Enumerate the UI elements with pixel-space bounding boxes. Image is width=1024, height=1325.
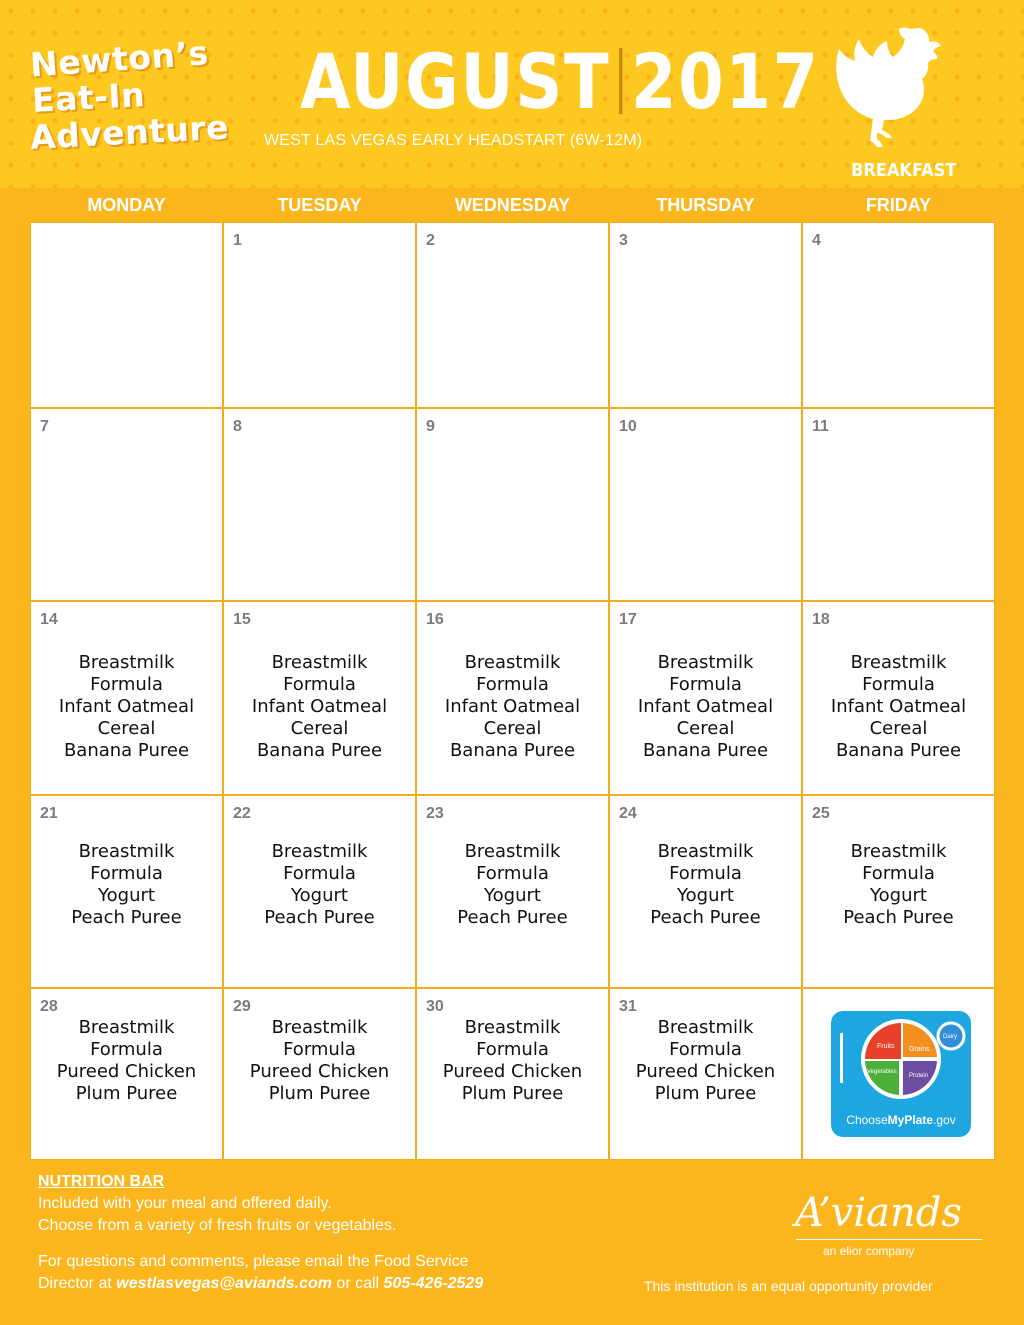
plate-label-grains: Grains xyxy=(909,1046,930,1053)
menu-item: Infant Oatmeal xyxy=(251,696,388,717)
menu-item: Formula xyxy=(90,863,163,884)
day-number: 1 xyxy=(233,232,242,249)
day-number: 28 xyxy=(40,998,58,1015)
fork-icon xyxy=(840,1033,843,1083)
menu-item: Cereal xyxy=(97,718,156,739)
menu-item: Breastmilk xyxy=(850,841,947,862)
menu-item: Infant Oatmeal xyxy=(830,696,967,717)
eat-in-adventure-logo xyxy=(28,33,230,157)
page-title xyxy=(300,36,820,126)
menu-item: Breastmilk xyxy=(464,652,561,673)
calendar-day-cell xyxy=(223,222,416,408)
myplate-site-label xyxy=(831,1113,971,1127)
menu-item: Formula xyxy=(862,863,935,884)
menu-list xyxy=(803,841,994,929)
brand-underline xyxy=(796,1239,982,1240)
calendar-day-cell xyxy=(416,988,609,1160)
menu-item: Formula xyxy=(669,863,742,884)
day-number: 7 xyxy=(40,418,49,435)
calendar-day-cell xyxy=(223,795,416,988)
weekday-monday: MONDAY xyxy=(87,195,166,215)
contact-mid: or call xyxy=(331,1275,384,1292)
menu-item: Formula xyxy=(283,1039,356,1060)
menu-item: Formula xyxy=(283,674,356,695)
day-number: 17 xyxy=(619,611,637,628)
menu-item: Breastmilk xyxy=(271,1017,368,1038)
nutrition-line-1: Included with your meal and offered daily. xyxy=(38,1195,332,1212)
rooster-icon xyxy=(832,24,950,156)
calendar-day-cell xyxy=(223,988,416,1160)
weekday-friday: FRIDAY xyxy=(865,195,932,215)
menu-item: Peach Puree xyxy=(71,907,182,928)
menu-item: Yogurt xyxy=(98,885,155,906)
menu-item: Infant Oatmeal xyxy=(58,696,195,717)
menu-item: Banana Puree xyxy=(449,740,576,761)
menu-item: Banana Puree xyxy=(63,740,190,761)
menu-item: Yogurt xyxy=(870,885,927,906)
menu-list xyxy=(610,652,801,762)
footer-info xyxy=(38,1171,483,1295)
menu-item: Breastmilk xyxy=(78,652,175,673)
calendar-day-cell xyxy=(802,601,995,795)
weekday-header-row xyxy=(30,188,995,222)
year-label: 2017 xyxy=(630,36,820,126)
day-number: 16 xyxy=(426,611,444,628)
plate-label-dairy: Dairy xyxy=(943,1034,958,1040)
menu-list xyxy=(224,1017,415,1105)
day-number: 10 xyxy=(619,418,637,435)
menu-item: Formula xyxy=(283,863,356,884)
day-number: 14 xyxy=(40,611,58,628)
menu-item: Formula xyxy=(476,863,549,884)
logo-line-1: Newton’s xyxy=(28,33,210,85)
menu-item: Yogurt xyxy=(484,885,541,906)
menu-list xyxy=(610,841,801,929)
logo-line-3: Adventure xyxy=(29,107,230,157)
menu-item: Formula xyxy=(669,674,742,695)
menu-item: Formula xyxy=(476,1039,549,1060)
day-number: 29 xyxy=(233,998,251,1015)
aviands-logo: A’viands xyxy=(795,1190,962,1236)
logo-line-2: Eat-In xyxy=(31,75,147,120)
calendar-day-cell xyxy=(802,795,995,988)
menu-item: Peach Puree xyxy=(843,907,954,928)
menu-item: Plum Puree xyxy=(461,1083,564,1104)
plate-label-fruits: Fruits xyxy=(877,1043,895,1050)
menu-item: Breastmilk xyxy=(657,841,754,862)
calendar-day-cell xyxy=(609,222,802,408)
day-number: 3 xyxy=(619,232,628,249)
menu-item: Banana Puree xyxy=(256,740,383,761)
myplate-icon xyxy=(831,1011,971,1111)
menu-item: Plum Puree xyxy=(75,1083,178,1104)
contact-prefix: Director at xyxy=(38,1275,117,1292)
menu-item: Breastmilk xyxy=(850,652,947,673)
calendar-grid xyxy=(30,222,995,1160)
menu-item: Cereal xyxy=(869,718,928,739)
calendar-day-cell xyxy=(802,988,995,1160)
month-label: AUGUST xyxy=(300,36,611,126)
program-subtitle: WEST LAS VEGAS EARLY HEADSTART (6W-12M) xyxy=(264,132,643,149)
equal-opportunity-note: This institution is an equal opportunity provider xyxy=(644,1278,933,1294)
menu-item: Breastmilk xyxy=(657,652,754,673)
calendar-day-cell xyxy=(609,601,802,795)
calendar-day-cell xyxy=(223,601,416,795)
myplate-badge xyxy=(831,1011,971,1137)
menu-item: Cereal xyxy=(290,718,349,739)
menu-item: Breastmilk xyxy=(271,652,368,673)
menu-item: Pureed Chicken xyxy=(56,1061,197,1082)
menu-item: Infant Oatmeal xyxy=(637,696,774,717)
menu-item: Formula xyxy=(90,674,163,695)
menu-item: Formula xyxy=(90,1039,163,1060)
menu-list xyxy=(31,652,222,762)
menu-item: Formula xyxy=(476,674,549,695)
day-number: 25 xyxy=(812,805,830,822)
menu-item: Pureed Chicken xyxy=(635,1061,776,1082)
aviands-tagline: an elior company xyxy=(823,1244,915,1258)
menu-item: Yogurt xyxy=(291,885,348,906)
nutrition-bar-title: NUTRITION BAR xyxy=(38,1173,165,1190)
day-number: 2 xyxy=(426,232,435,249)
myplate-prefix: Choose xyxy=(846,1113,888,1127)
calendar-day-cell xyxy=(609,795,802,988)
menu-item: Cereal xyxy=(483,718,542,739)
day-number: 11 xyxy=(812,418,829,435)
day-number: 18 xyxy=(812,611,830,628)
calendar-day-cell xyxy=(416,408,609,601)
menu-item: Plum Puree xyxy=(268,1083,371,1104)
nutrition-line-2: Choose from a variety of fresh fruits or vegetables. xyxy=(38,1217,397,1234)
fruits-segment xyxy=(865,1023,901,1059)
menu-item: Breastmilk xyxy=(657,1017,754,1038)
menu-list xyxy=(417,652,608,762)
menu-list xyxy=(224,841,415,929)
header-banner xyxy=(0,0,1024,188)
calendar-day-cell xyxy=(30,222,223,408)
myplate-suffix: .gov xyxy=(933,1113,956,1127)
day-number: 9 xyxy=(426,418,435,435)
calendar-day-cell xyxy=(30,795,223,988)
day-number: 23 xyxy=(426,805,444,822)
menu-list xyxy=(224,652,415,762)
menu-item: Infant Oatmeal xyxy=(444,696,581,717)
menu-item: Pureed Chicken xyxy=(249,1061,390,1082)
day-number: 21 xyxy=(40,805,58,822)
menu-list xyxy=(610,1017,801,1105)
calendar-day-cell xyxy=(416,795,609,988)
plate-label-protein: Protein xyxy=(909,1073,929,1079)
footer-gap xyxy=(38,1237,483,1251)
day-number: 24 xyxy=(619,805,637,822)
plate-label-vegetables: Vegetables xyxy=(867,1069,897,1075)
day-number: 15 xyxy=(233,611,251,628)
weekday-tuesday: TUESDAY xyxy=(277,195,362,215)
contact-line-1: For questions and comments, please email the Food Service xyxy=(38,1253,469,1270)
menu-item: Plum Puree xyxy=(654,1083,757,1104)
menu-list xyxy=(417,1017,608,1105)
menu-item: Formula xyxy=(862,674,935,695)
menu-list xyxy=(31,841,222,929)
menu-item: Breastmilk xyxy=(464,1017,561,1038)
menu-list xyxy=(31,1017,222,1105)
menu-item: Breastmilk xyxy=(78,1017,175,1038)
menu-item: Banana Puree xyxy=(642,740,769,761)
contact-email-link[interactable]: westlasvegas@aviands.com xyxy=(116,1275,332,1292)
menu-item: Pureed Chicken xyxy=(442,1061,583,1082)
weekday-wednesday: WEDNESDAY xyxy=(454,195,571,215)
contact-phone[interactable]: 505-426-2529 xyxy=(383,1275,484,1292)
menu-item: Breastmilk xyxy=(271,841,368,862)
menu-item: Breastmilk xyxy=(78,841,175,862)
calendar-day-cell xyxy=(609,408,802,601)
menu-item: Peach Puree xyxy=(457,907,568,928)
menu-item: Breastmilk xyxy=(464,841,561,862)
calendar-day-cell xyxy=(223,408,416,601)
calendar-day-cell xyxy=(416,222,609,408)
menu-item: Peach Puree xyxy=(650,907,761,928)
day-number: 4 xyxy=(812,232,821,249)
day-number: 8 xyxy=(233,418,242,435)
calendar-day-cell xyxy=(416,601,609,795)
day-number: 22 xyxy=(233,805,251,822)
calendar-day-cell xyxy=(802,222,995,408)
menu-item: Yogurt xyxy=(677,885,734,906)
contact-line-2 xyxy=(38,1273,483,1295)
title-divider xyxy=(619,48,622,114)
menu-item: Peach Puree xyxy=(264,907,375,928)
menu-list xyxy=(803,652,994,762)
menu-item: Banana Puree xyxy=(835,740,962,761)
day-number: 31 xyxy=(619,998,637,1015)
menu-list xyxy=(417,841,608,929)
day-number: 30 xyxy=(426,998,444,1015)
meal-label: BREAKFAST xyxy=(851,160,957,181)
myplate-bold: MyPlate xyxy=(887,1113,934,1127)
weekday-thursday: THURSDAY xyxy=(656,195,755,215)
menu-item: Cereal xyxy=(676,718,735,739)
calendar-day-cell xyxy=(30,601,223,795)
calendar-day-cell xyxy=(802,408,995,601)
calendar-day-cell xyxy=(30,988,223,1160)
menu-item: Formula xyxy=(669,1039,742,1060)
calendar-day-cell xyxy=(609,988,802,1160)
calendar-day-cell xyxy=(30,408,223,601)
